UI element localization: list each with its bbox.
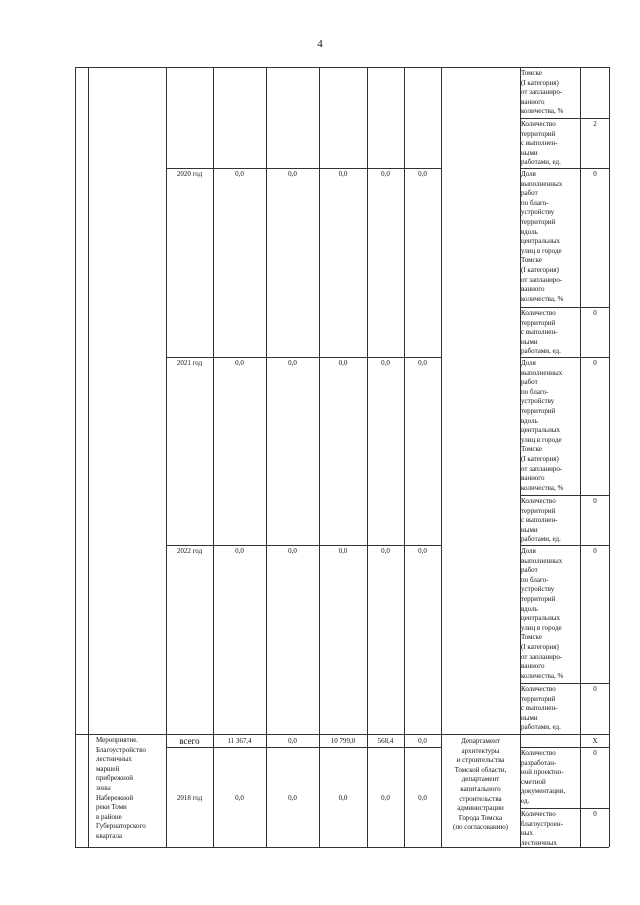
amount-cell: 0,0 [288,794,297,802]
amount-cell: 0,0 [235,547,244,555]
row-line [75,734,609,735]
page-number: 4 [317,38,323,50]
indicator-share: Доля выполненных работ по благо- устройству территорий вдоль центральных улиц в городе Томске (I категория) от запланиро- ванного количества, % [521,547,564,680]
row-line [520,683,609,684]
col-line [166,67,167,847]
amount-cell: 0,0 [381,547,390,555]
row-line [520,808,609,809]
amount-cell: 0,0 [288,359,297,367]
row-line [166,168,441,169]
indicator-count: Количество территорий с выполнен- ными работами, ед. [521,309,561,356]
year-label: 2021 год [176,359,203,367]
col-line [266,67,267,847]
indicator-stairs: Количество благоустроен- ных лестничных [521,810,563,847]
event-name: Мероприятие. Благоустройство лестничных маршей прибрежной зоны Набережной реки Томи в районе Губернаторского квартала [96,736,146,840]
total-amount: 10 799,0 [330,737,356,745]
total-amount: 0,0 [288,737,297,745]
col-line [441,67,442,847]
indicator-value: 2 [593,120,597,128]
total-amount: 568,4 [377,737,394,745]
col-line [88,67,89,847]
indicator-value: 0 [593,359,597,367]
row-line [520,357,609,358]
amount-cell: 0,0 [235,170,244,178]
amount-cell: 0,0 [381,794,390,802]
indicator-share: Доля выполненных работ по благо- устройству территорий вдоль центральных улиц в городе Томске (I категория) от запланиро- ванного количества, % [521,170,564,303]
total-amount: 11 367,4 [227,737,252,745]
row-line [520,168,609,169]
amount-cell: 0,0 [235,359,244,367]
amount-cell: 0,0 [338,547,348,555]
col-line [367,67,368,847]
amount-cell: 0,0 [381,359,390,367]
table-border-right [609,67,610,847]
year-label: 2022 год [176,547,203,555]
row-line [520,118,609,119]
row-line [166,545,441,546]
table-border-left [75,67,76,847]
row-line [520,545,609,546]
year-label: 2018 год [176,794,203,802]
amount-cell: 0,0 [418,547,427,555]
indicator-count-2019: Количество территорий с выполнен- ными работами, ед. [521,120,561,167]
amount-cell: 0,0 [338,794,348,802]
row-line [520,307,609,308]
indicator-design-docs: Количество разработан- ной проектно- сметной документации, ед. [521,749,566,805]
amount-cell: 0,0 [418,170,427,178]
total-amount: 0,0 [418,737,427,745]
col-line [404,67,405,847]
col-line [213,67,214,847]
col-line [580,67,581,847]
table-border-top [75,67,609,68]
indicator-value: 0 [593,685,597,693]
indicator-value: 0 [593,547,597,555]
amount-cell: 0,0 [418,359,427,367]
amount-cell: 0,0 [381,170,390,178]
indicator-share: Доля выполненных работ по благо- устройству территорий вдоль центральных улиц в городе Томске (I категория) от запланиро- ванного количества, % [521,359,564,492]
row-line [520,495,609,496]
indicator-share-top: Томске (I категория) от запланиро- ванного количества, % [521,69,564,116]
indicator-value: 0 [593,810,597,818]
amount-cell: 0,0 [338,359,348,367]
row-line [166,357,441,358]
indicator-value: 0 [593,497,597,505]
amount-cell: 0,0 [288,547,297,555]
col-line [319,67,320,847]
amount-cell: 0,0 [235,794,244,802]
executor: Департамент архитектуры и строительства Томской области, департамент капитального строительства администрации Города Томска (по согласованию) [452,737,509,832]
amount-cell: 0,0 [418,794,427,802]
indicator-value: 0 [593,170,597,178]
total-label: всего [179,736,200,746]
amount-cell: 0,0 [338,170,348,178]
indicator-value: 0 [593,749,597,757]
total-mark: X [592,737,598,745]
amount-cell: 0,0 [288,170,297,178]
row-line [166,747,441,748]
indicator-count: Количество территорий с выполнен- ными работами, ед. [521,497,561,544]
indicator-value: 0 [593,309,597,317]
row-line [520,747,609,748]
indicator-count: Количество территорий с выполнен- ными работами, ед. [521,685,561,732]
year-label: 2020 год [176,170,203,178]
